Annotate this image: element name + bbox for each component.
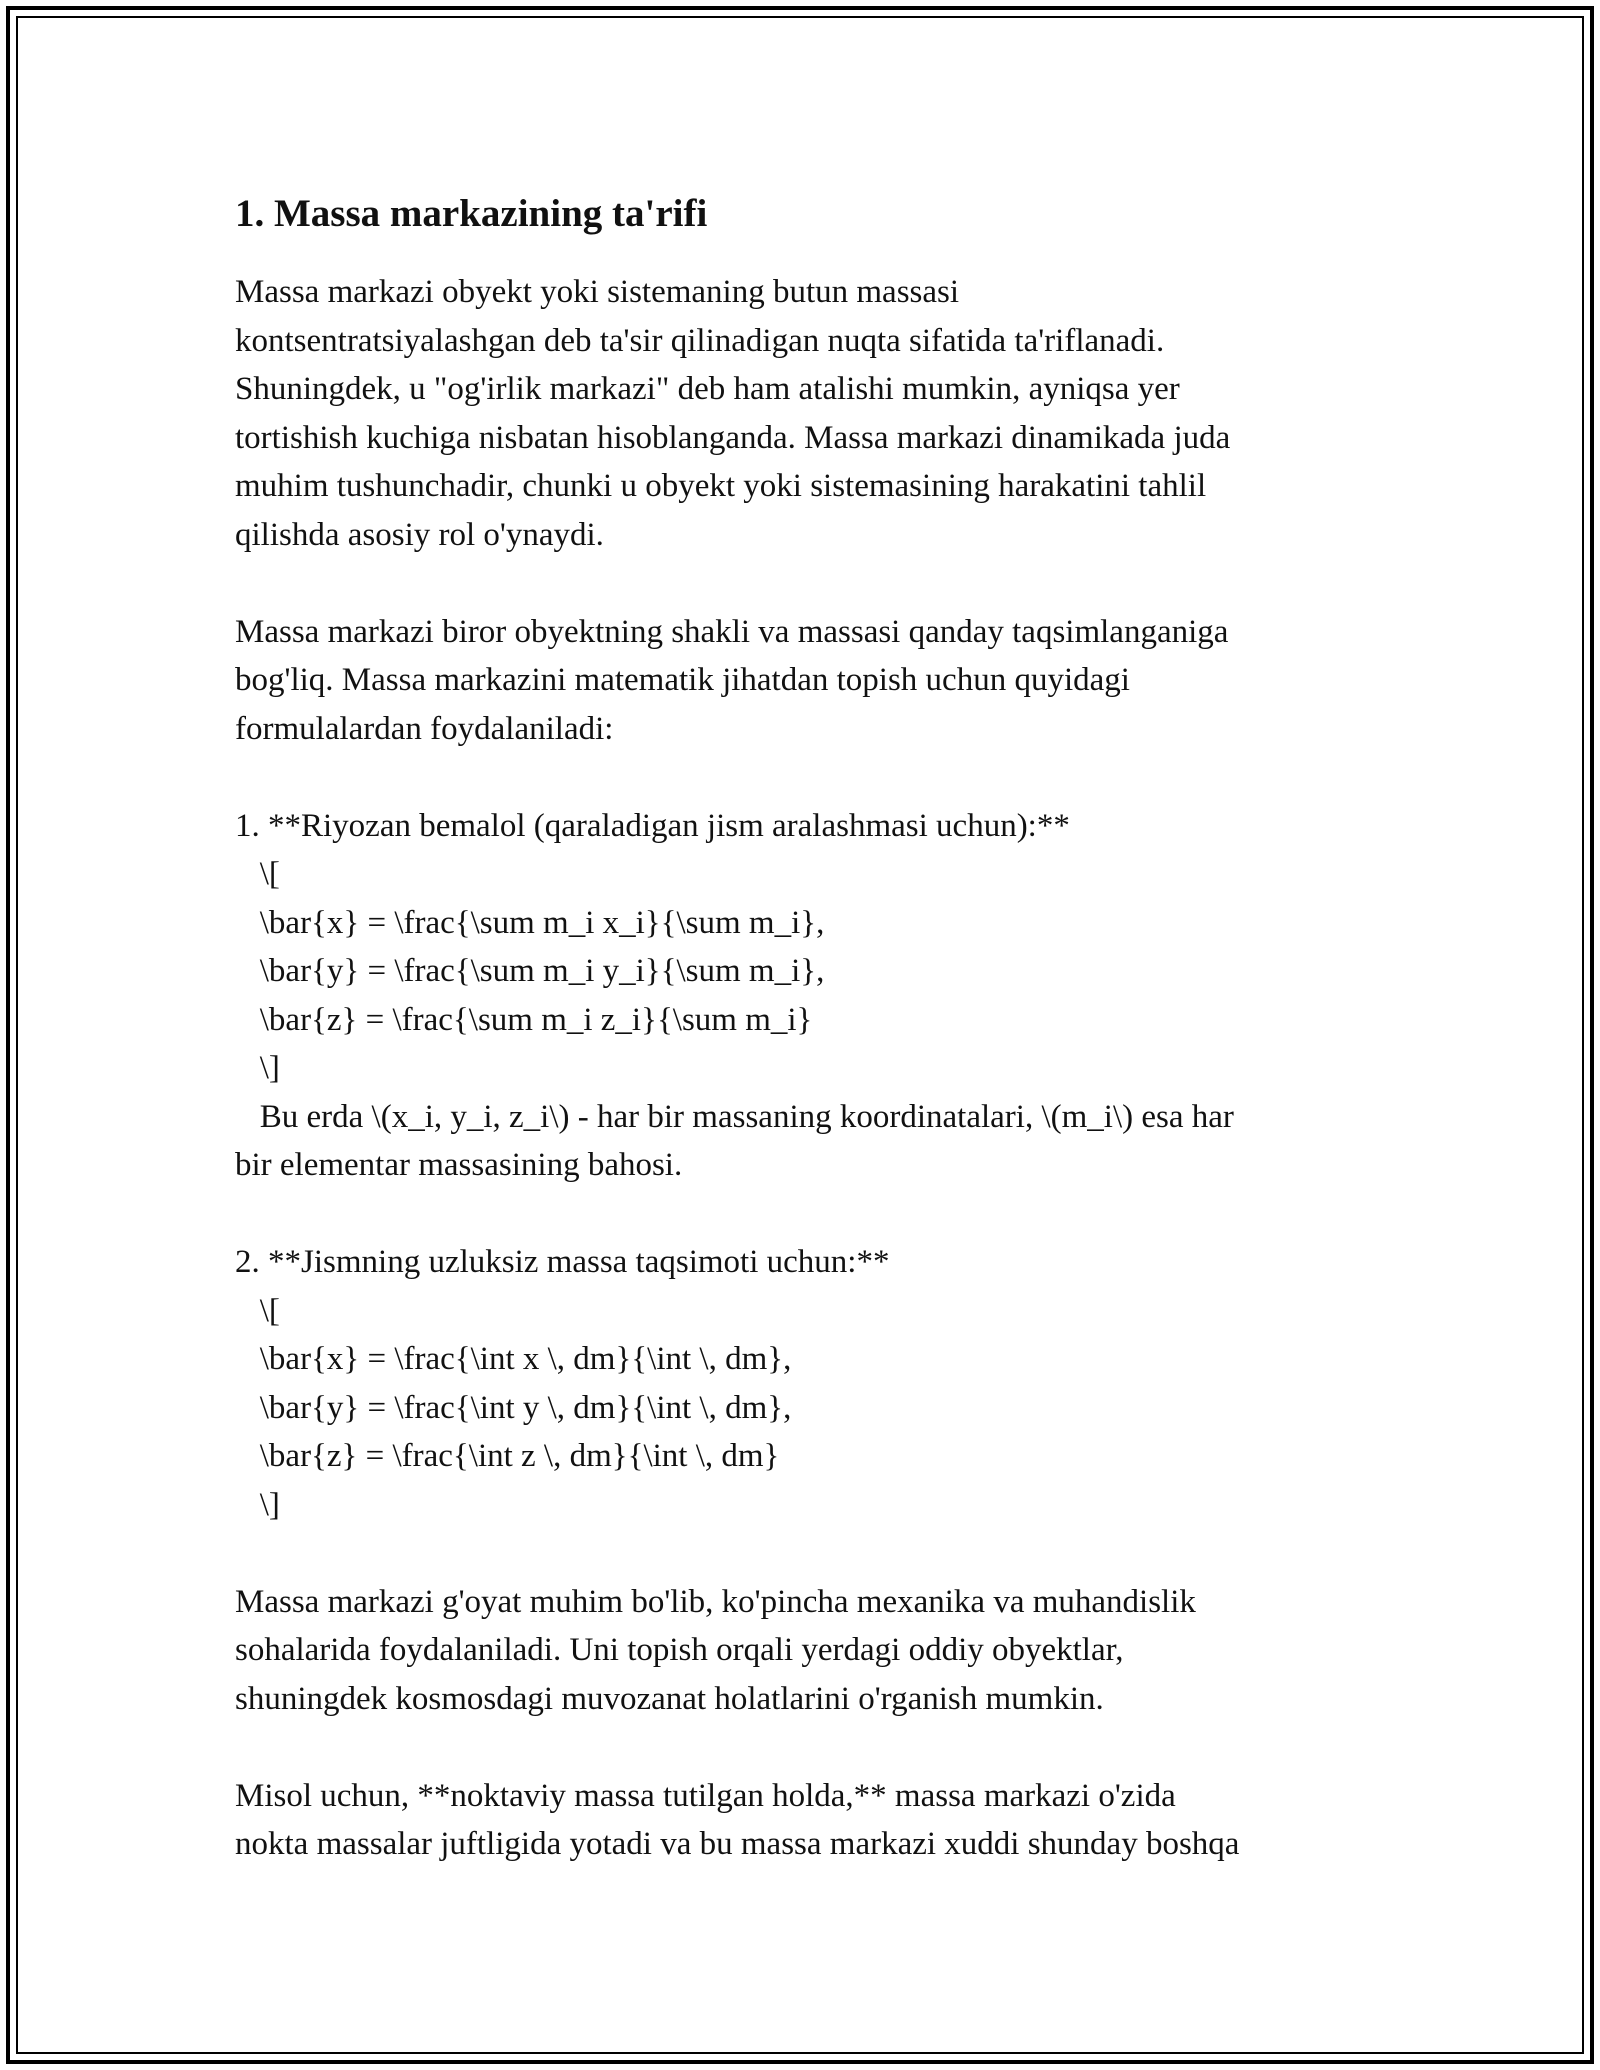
paragraph-definition: Massa markazi obyekt yoki sistemaning butun massasi kontsentratsiyalashgan deb ta'sir qilinadigan nuqta sifatida ta'riflanadi. Shuningdek, u "og'irlik markazi" deb ham atalishi mumkin, ayniqsa yer tortishish kuchiga nisbatan hisoblanganda. Massa markazi dinamikada juda muhim tushunchadir, chunki u obyekt yoki sistemasining harakatini tahlil qilishda asosiy rol o'ynaydi.	[235, 274, 1231, 553]
document-body	[235, 186, 1365, 1869]
paragraph-distribution: Massa markazi biror obyektning shakli va massasi qanday taqsimlanganiga bog'liq. Massa markazini matematik jihatdan topish uchun quyidagi formulalardan foydalaniladi:	[235, 613, 1229, 747]
formula-item-continuous: 2. **Jismning uzluksiz massa taqsimoti uchun:** \[ \bar{x} = \frac{\int x \, dm}{\int \, dm}, \bar{y} = \frac{\int y \, dm}{\int \, dm}, \bar{z} = \frac{\int z \, dm}{\int \, dm} \]	[235, 1244, 890, 1523]
paragraph-example: Misol uchun, **noktaviy massa tutilgan holda,** massa markazi o'zida nokta massalar juftligida yotadi va bu massa markazi xuddi shunday boshqa	[235, 1777, 1240, 1862]
formula-item-discrete: 1. **Riyozan bemalol (qaraladigan jism aralashmasi uchun):** \[ \bar{x} = \frac{\sum m_i x_i}{\sum m_i}, \bar{y} = \frac{\sum m_i y_i}{\sum m_i}, \bar{z} = \frac{\sum m_i z_i}{\sum m_i} \] Bu erda \(x_i, y_i, z_i\) - har bir massaning koordinatalari, \(m_i\) esa har bir elementar massasining bahosi.	[235, 807, 1234, 1183]
paragraph-importance: Massa markazi g'oyat muhim bo'lib, ko'pincha mexanika va muhandislik sohalarida foydalaniladi. Uni topish orqali yerdagi oddiy obyektlar, shuningdek kosmosdagi muvozanat holatlarini o'rganish mumkin.	[235, 1583, 1196, 1717]
section-heading: 1. Massa markazining ta'rifi	[235, 192, 708, 235]
